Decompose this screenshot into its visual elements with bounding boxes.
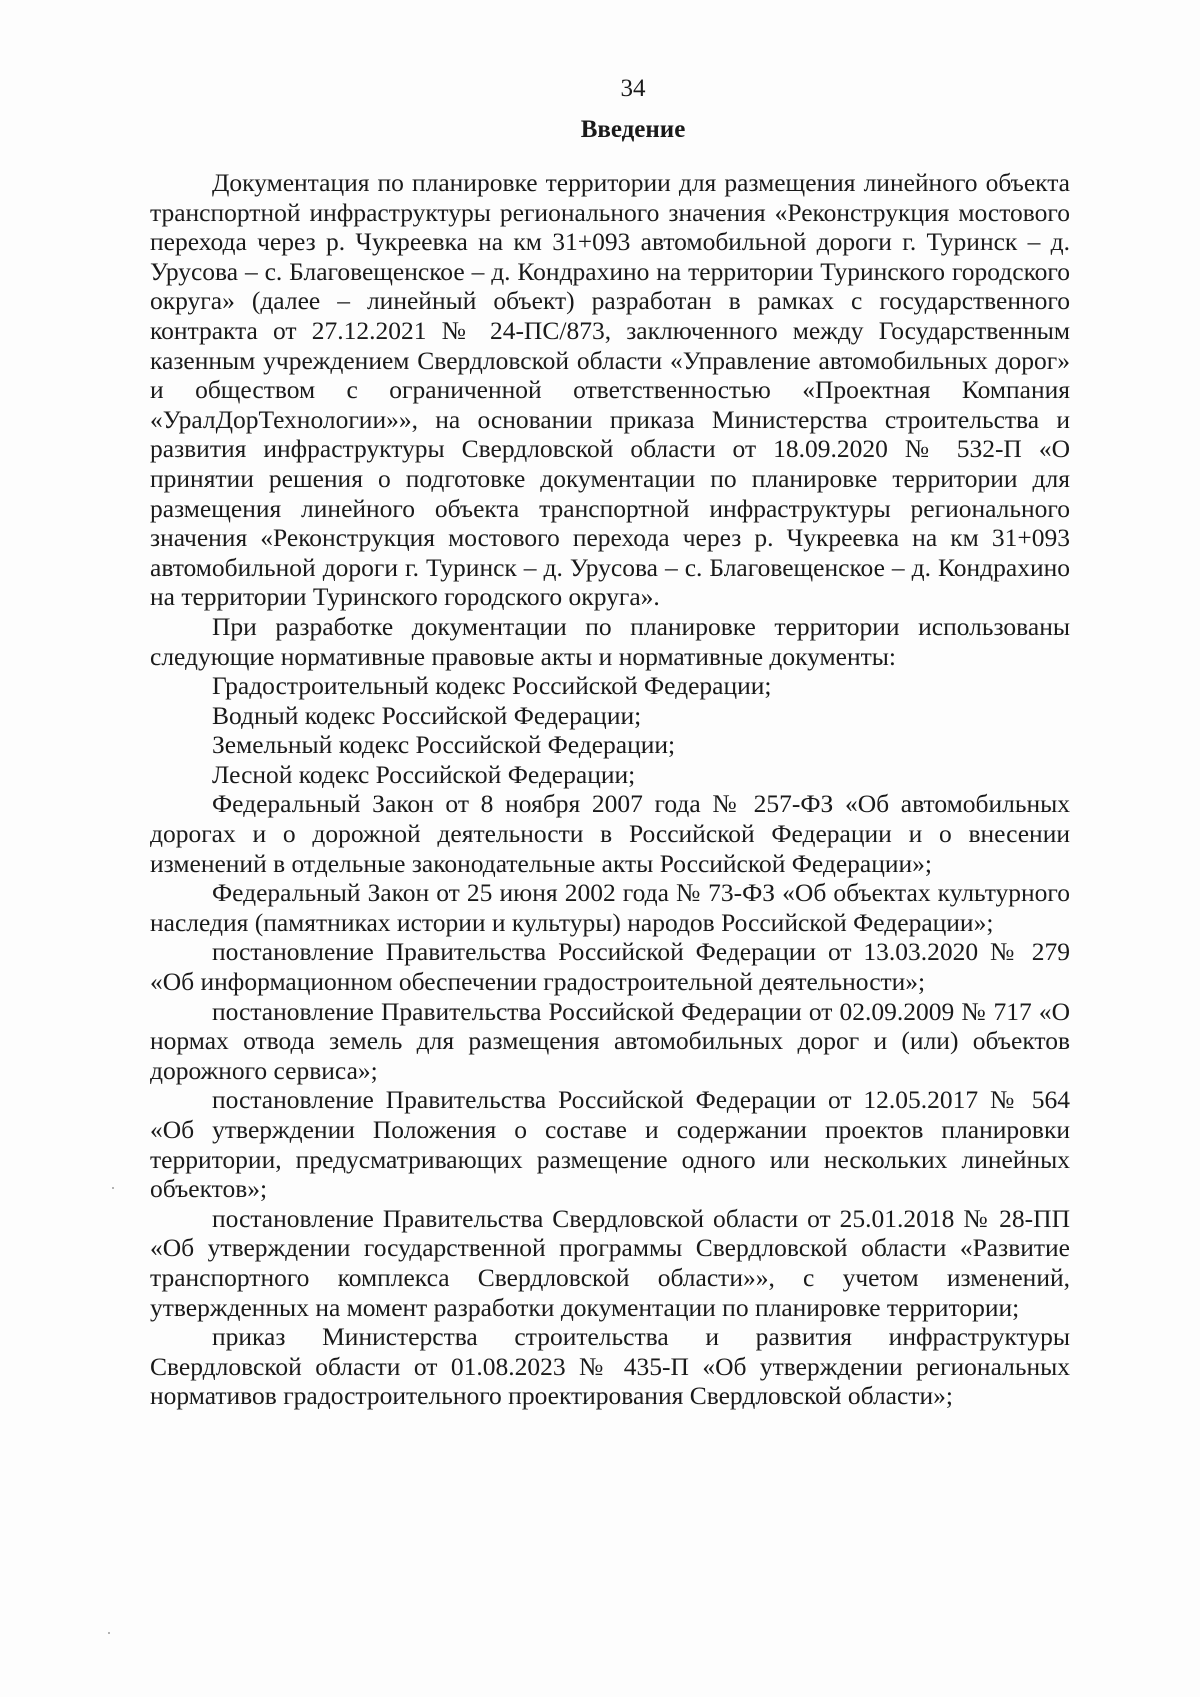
list-item: постановление Правительства Свердловской области от 25.01.2018 № 28-ПП «Об утверждении государственной программы Свердловской области «Развитие транспортного комплекса Свердловской области»», с учетом изменений, утвержденных на момент разработки документации по планировке территории;: [150, 1203, 1070, 1322]
section-heading: Введение: [580, 116, 686, 143]
list-item: Градостроительный кодекс Российской Федерации;: [212, 671, 772, 701]
scan-artifact: [112, 1187, 114, 1189]
list-item: постановление Правительства Российской Федерации от 02.09.2009 № 717 «О нормах отвода земель для размещения автомобильных дорог и (или) объектов дорожного сервиса»;: [150, 996, 1070, 1085]
list-item: Водный кодекс Российской Федерации;: [212, 700, 642, 730]
paragraph-intro: Документация по планировке территории для размещения линейного объекта транспортной инфраструктуры регионального значения «Реконструкция мостового перехода через р. Чукреевка на км 31+093 автомобильной дороги г. Туринск – д. Урусова – с. Благовещенское – д. Кондрахино на территории Туринского городского округа» (далее – линейный объект) разработан в рамках с государственного контракта от 27.12.2021 № 24-ПС/873, заключенного между Государственным казенным учреждением Свердловской области «Управление автомобильных дорог» и обществом с ограниченной ответственностью «Проектная Компания «УралДорТехнологии»», на основании приказа Министерства строительства и развития инфраструктуры Свердловской области от 18.09.2020 № 532-П «О принятии решения о подготовке документации по планировке территории для размещения линейного объекта транспортной инфраструктуры регионального значения «Реконструкция мостового перехода через р. Чукреевка на км 31+093 автомобильной дороги г. Туринск – д. Урусова – с. Благовещенское – д. Кондрахино на территории Туринского городского округа».: [150, 168, 1070, 612]
scan-artifact: [108, 1632, 110, 1634]
document-body: [150, 168, 1070, 1411]
list-item: постановление Правительства Российской Федерации от 12.05.2017 № 564 «Об утверждении Положения о составе и содержании проектов планировки территории, предусматривающих размещение одного или нескольких линейных объектов»;: [150, 1085, 1070, 1204]
list-item: Федеральный Закон от 25 июня 2002 года № 73-ФЗ «Об объектах культурного наследия (памятниках истории и культуры) народов Российской Федерации»;: [150, 878, 1070, 937]
page-number: 34: [620, 75, 646, 102]
list-item: приказ Министерства строительства и развития инфраструктуры Свердловской области от 01.08.2023 № 435-П «Об утверждении региональных нормативов градостроительного проектирования Свердловской области»;: [150, 1322, 1070, 1411]
list-item: Земельный кодекс Российской Федерации;: [212, 730, 676, 760]
list-item: Лесной кодекс Российской Федерации;: [212, 759, 636, 789]
paragraph-normative-intro: При разработке документации по планировке территории использованы следующие нормативные правовые акты и нормативные документы:: [150, 611, 1070, 671]
list-item: Федеральный Закон от 8 ноября 2007 года № 257-ФЗ «Об автомобильных дорогах и о дорожной деятельности в Российской Федерации и о внесении изменений в отдельные законодательные акты Российской Федерации»;: [150, 789, 1070, 878]
list-item: постановление Правительства Российской Федерации от 13.03.2020 № 279 «Об информационном обеспечении градостроительной деятельности»;: [150, 937, 1070, 997]
